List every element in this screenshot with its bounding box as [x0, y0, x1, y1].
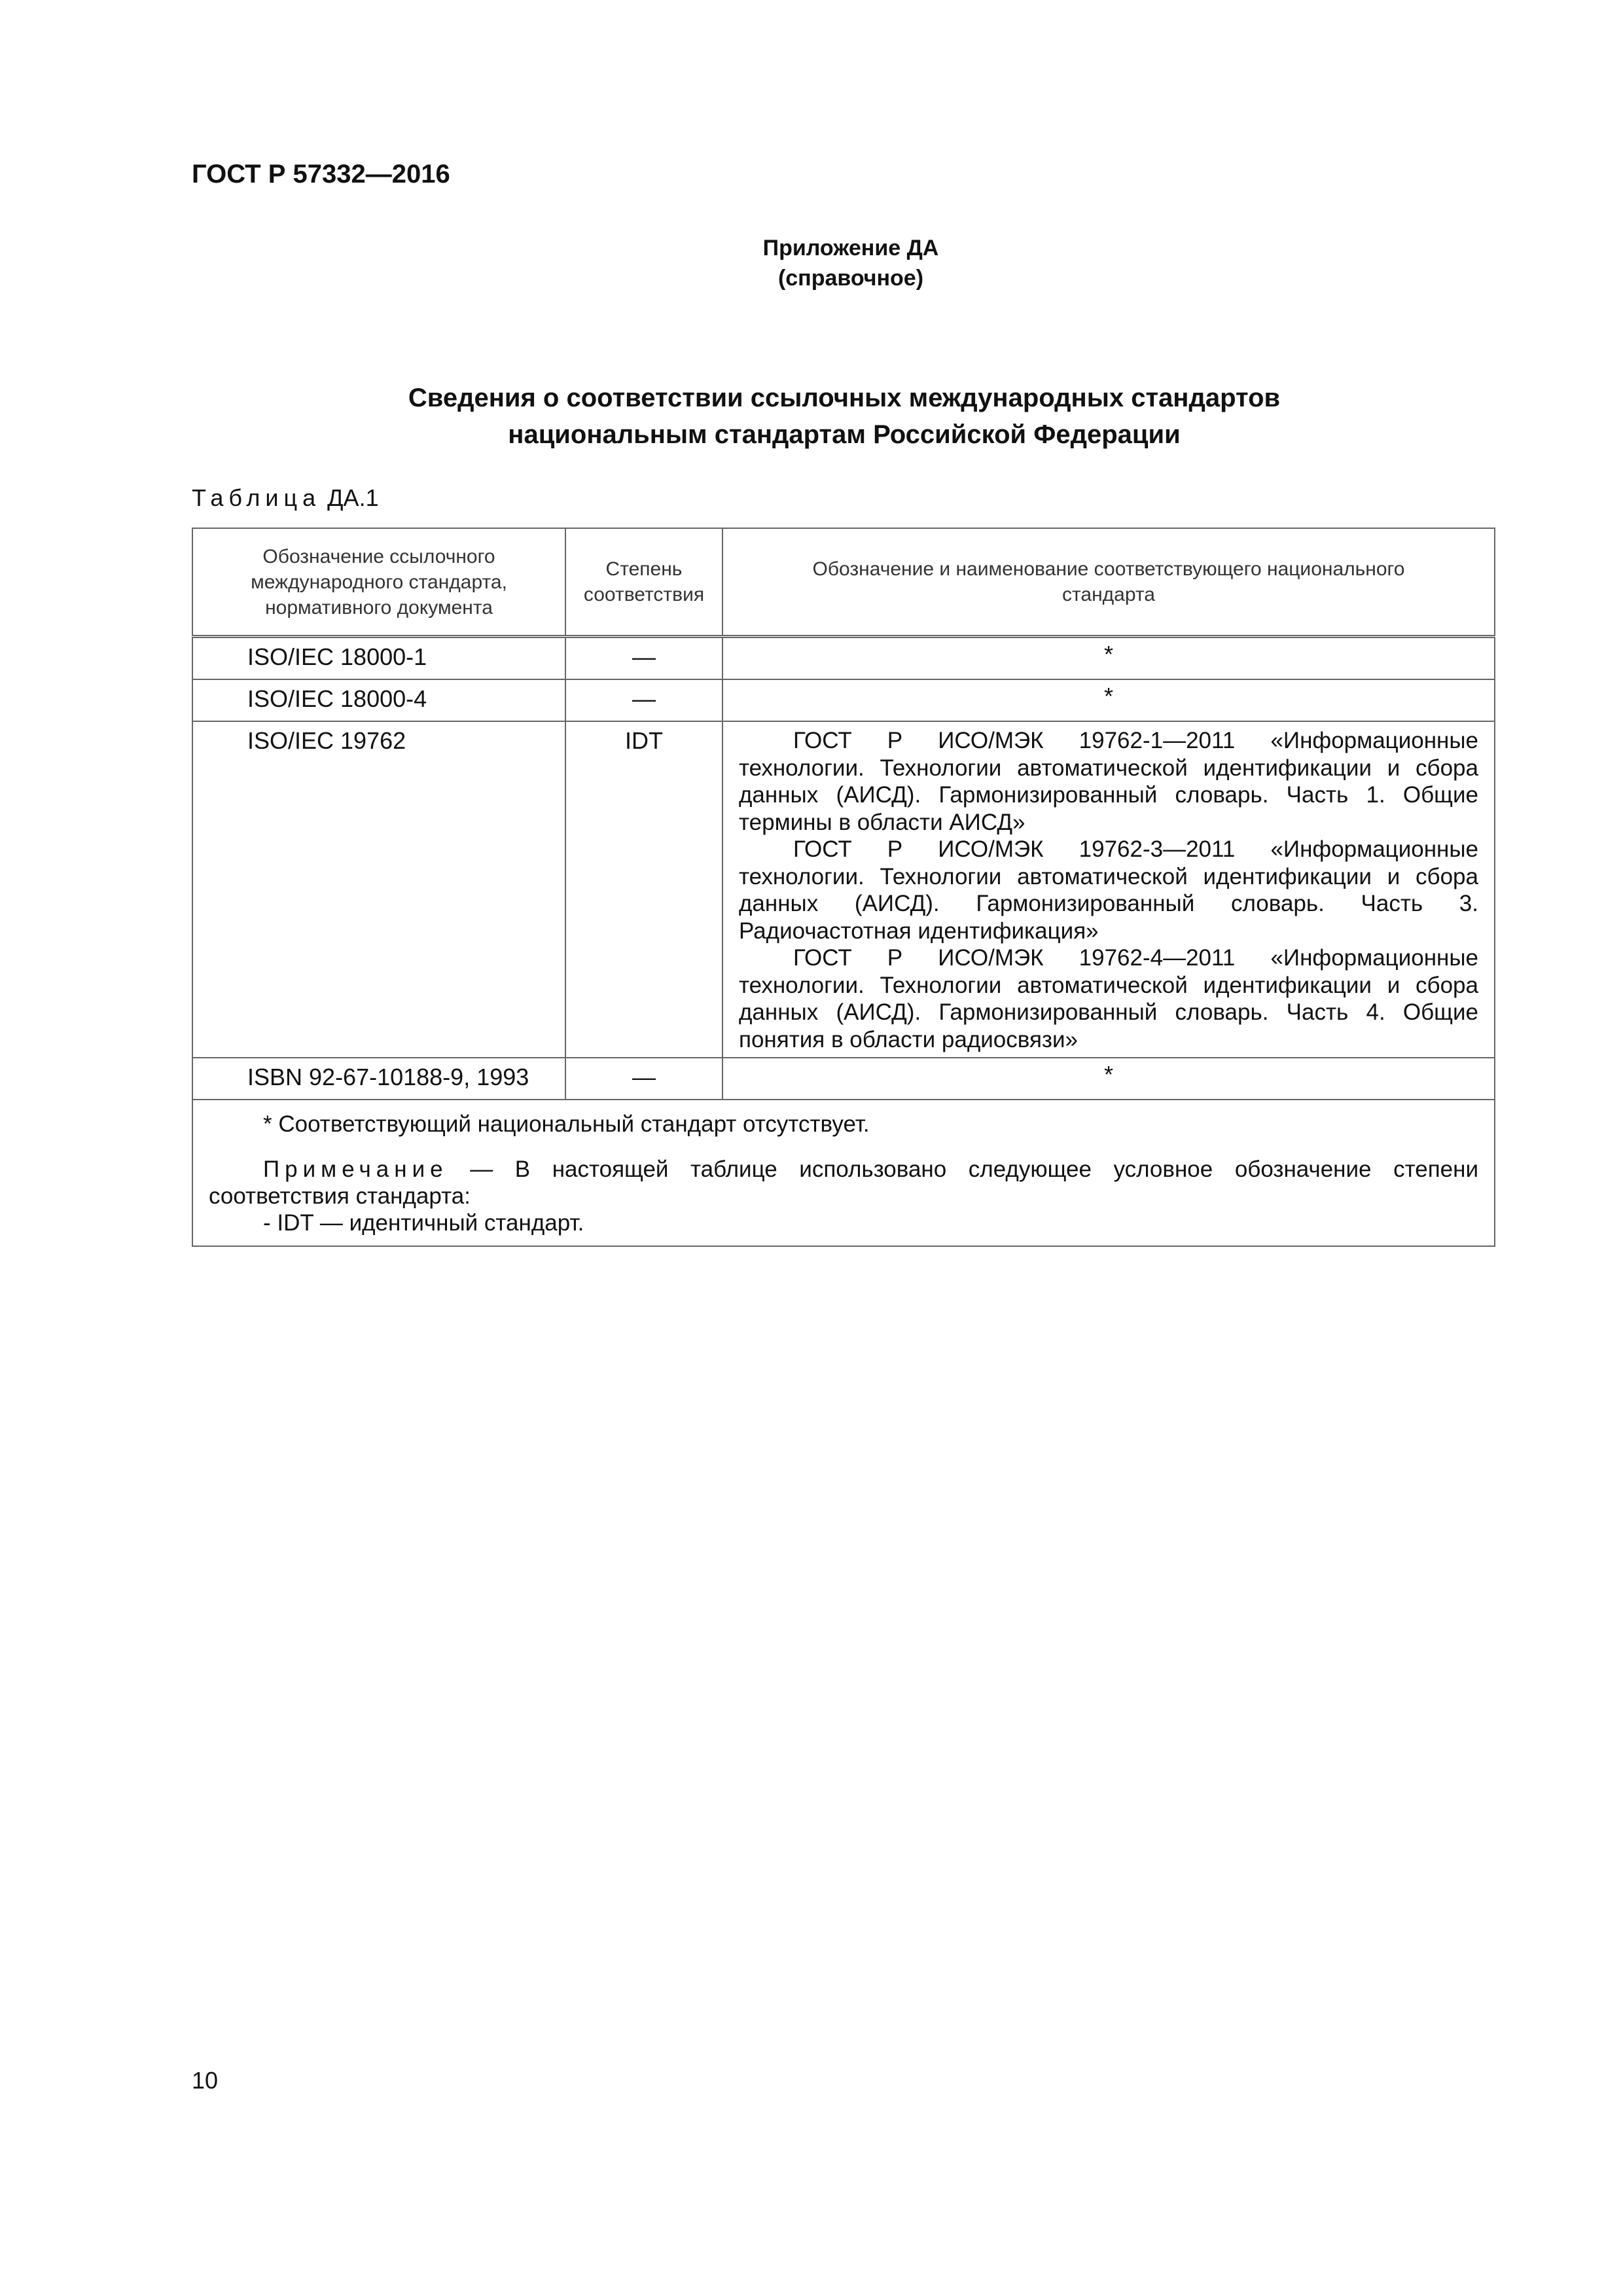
national-standard-entry: ГОСТ Р ИСО/МЭК 19762-1—2011 «Информационные технологии. Технологии автоматической идентификации и сбора данных (АИСД). Гармонизированный словарь. Часть 1. Общие термины в области АИСД»: [739, 728, 1478, 835]
table-notes-row: [192, 1100, 1495, 1246]
appendix-subtitle: (справочное): [777, 266, 924, 291]
header-degree: Степень соответствия: [565, 528, 722, 637]
row-national: *: [722, 1058, 1495, 1100]
table-header-row: [192, 528, 1495, 637]
row-designation: ISO/IEC 19762: [192, 721, 565, 1058]
national-standard-entry: ГОСТ Р ИСО/МЭК 19762-3—2011 «Информационные технологии. Технологии автоматической идентификации и сбора данных (АИСД). Гармонизированный словарь. Часть 3. Радиочастотная идентификация»: [739, 836, 1478, 944]
table-caption: [192, 484, 379, 512]
footnote: * Соответствующий национальный стандарт отсутствует.: [263, 1111, 870, 1137]
table-row: [192, 721, 1495, 1058]
row-national-list: [722, 721, 1495, 1058]
row-designation: ISBN 92-67-10188-9, 1993: [192, 1058, 565, 1100]
row-designation: ISO/IEC 18000-4: [192, 679, 565, 721]
table-caption-word: Таблица: [192, 484, 321, 511]
row-degree: IDT: [565, 721, 722, 1058]
title-line-2: национальным стандартам Российской Федерации: [508, 420, 1181, 449]
national-standard-entry: ГОСТ Р ИСО/МЭК 19762-4—2011 «Информационные технологии. Технологии автоматической идентификации и сбора данных (АИСД). Гармонизированный словарь. Часть 4. Общие понятия в области радиосвязи»: [739, 945, 1478, 1052]
document-title: [262, 380, 1427, 453]
table-row: [192, 1058, 1495, 1100]
note-label: Примечание: [263, 1157, 448, 1182]
note-item: - IDT — идентичный стандарт.: [263, 1210, 584, 1236]
row-national: *: [722, 679, 1495, 721]
note: [209, 1156, 1478, 1210]
row-degree: —: [565, 1058, 722, 1100]
table-caption-number: ДА.1: [327, 484, 379, 511]
appendix-title: Приложение ДА: [762, 236, 939, 260]
note-text: — В настоящей таблице использовано следующее условное обозначение степени соответствия стандарта:: [209, 1157, 1478, 1209]
correspondence-table: [192, 528, 1495, 1247]
row-degree: —: [565, 679, 722, 721]
page-number: 10: [192, 2067, 219, 2094]
header-national-standard: Обозначение и наименование соответствующего национального стандарта: [722, 528, 1495, 637]
document-code: ГОСТ Р 57332—2016: [192, 160, 450, 188]
table-row: [192, 679, 1495, 721]
table-notes: [192, 1100, 1495, 1246]
row-designation: ISO/IEC 18000-1: [192, 637, 565, 680]
title-line-1: Сведения о соответствии ссылочных международных стандартов: [408, 384, 1281, 412]
row-national: *: [722, 637, 1495, 680]
row-degree: —: [565, 637, 722, 680]
header-designation: Обозначение ссылочного международного стандарта, нормативного документа: [192, 528, 565, 637]
table-row: [192, 637, 1495, 680]
